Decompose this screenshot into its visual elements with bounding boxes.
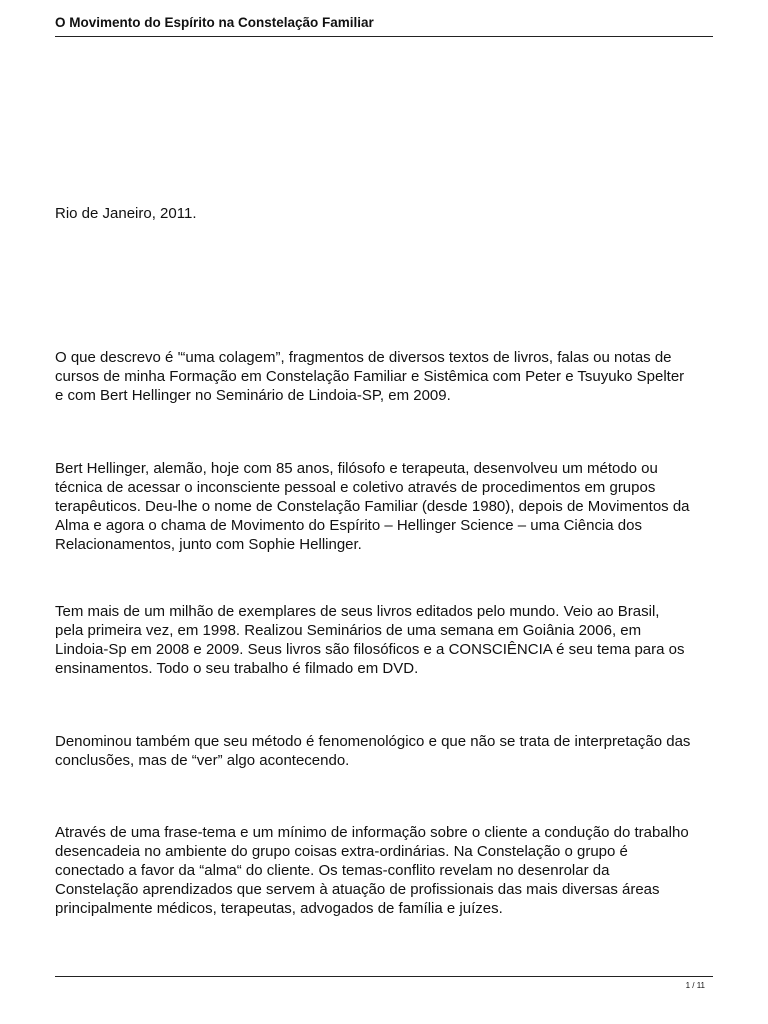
paragraph-phenomenological bbox=[55, 732, 715, 770]
text-line: O que descrevo é '“uma colagem”, fragmentos de diversos textos de livros, falas ou notas de bbox=[55, 349, 672, 366]
paragraph-intro bbox=[55, 348, 715, 405]
text-line: Lindoia-Sp em 2008 e 2009. Seus livros são filosóficos e a CONSCIÊNCIA é seu tema para os bbox=[55, 641, 685, 658]
paragraph-method bbox=[55, 823, 715, 918]
text-line: Denominou também que seu método é fenomenológico e que não se trata de interpretação das bbox=[55, 733, 691, 750]
text-line: técnica de acessar o inconsciente pessoal e coletivo através de procedimentos em grupos bbox=[55, 479, 656, 496]
text-line: Tem mais de um milhão de exemplares de seus livros editados pelo mundo. Veio ao Brasil, bbox=[55, 603, 660, 620]
text-line: conclusões, mas de “ver” algo acontecendo. bbox=[55, 752, 350, 769]
paragraph-hellinger-bio bbox=[55, 459, 715, 554]
text-line: Constelação aprendizados que servem à atuação de profissionais das mais diversas áreas bbox=[55, 881, 660, 898]
text-line: desencadeia no ambiente do grupo coisas extra-ordinárias. Na Constelação o grupo é bbox=[55, 843, 628, 860]
text-line: Relacionamentos, junto com Sophie Hellinger. bbox=[55, 536, 362, 553]
text-line: pela primeira vez, em 1998. Realizou Seminários de uma semana em Goiânia 2006, em bbox=[55, 622, 642, 639]
text-line: Bert Hellinger, alemão, hoje com 85 anos, filósofo e terapeuta, desenvolveu um método ou bbox=[55, 460, 658, 477]
text-line: Alma e agora o chama de Movimento do Espírito – Hellinger Science – uma Ciência dos bbox=[55, 517, 642, 534]
page-header bbox=[55, 14, 713, 37]
paragraph-books-brazil bbox=[55, 602, 715, 678]
text-line: Através de uma frase-tema e um mínimo de informação sobre o cliente a condução do trabalho bbox=[55, 824, 689, 841]
text-line: terapêuticos. Deu-lhe o nome de Constelação Familiar (desde 1980), depois de Movimentos da bbox=[55, 498, 690, 515]
text-line: ensinamentos. Todo o seu trabalho é filmado em DVD. bbox=[55, 660, 419, 677]
text-line: cursos de minha Formação em Constelação Familiar e Sistêmica com Peter e Tsuyuko Spelter bbox=[55, 368, 685, 385]
page-footer bbox=[55, 976, 713, 990]
date-line: Rio de Janeiro, 2011. bbox=[55, 205, 197, 222]
text-line: conectado a favor da “alma“ do cliente. Os temas-conflito revelam no desenrolar da bbox=[55, 862, 610, 879]
text-line: principalmente médicos, terapeutas, advogados de família e juízes. bbox=[55, 900, 503, 917]
page-number: 1 / 11 bbox=[685, 981, 705, 990]
text-line: e com Bert Hellinger no Seminário de Lindoia-SP, em 2009. bbox=[55, 387, 451, 404]
document-title: O Movimento do Espírito na Constelação Familiar bbox=[55, 15, 374, 30]
